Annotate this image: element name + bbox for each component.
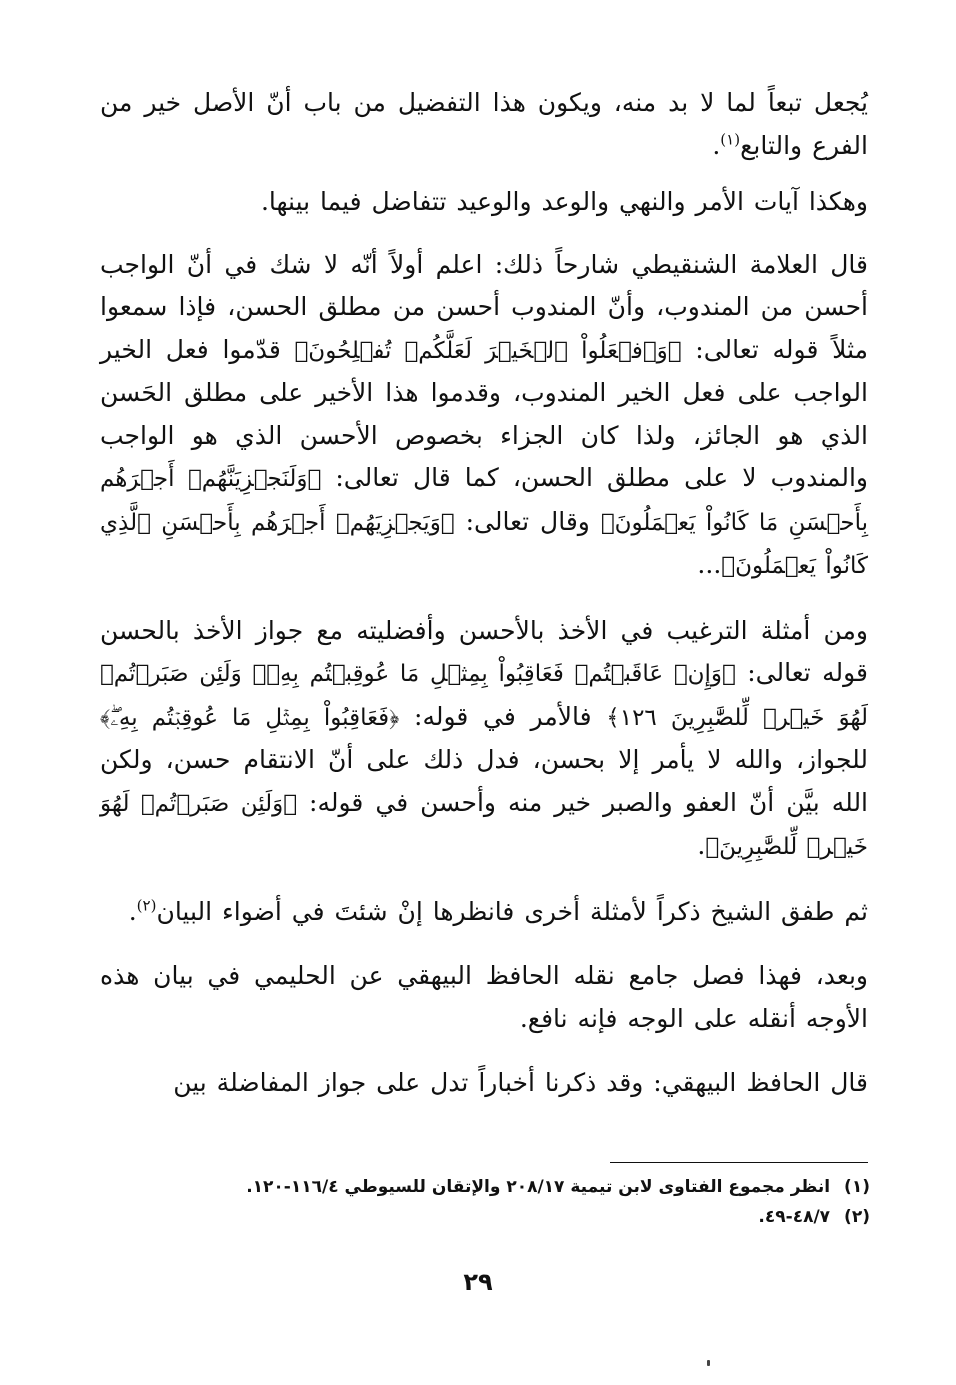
paragraph-4-text-b: فالأمر في قوله: [399,701,607,731]
paragraph-4-text-a: ومن أمثلة الترغيب في الأخذ بالأحسن وأفضليته مع جواز الأخذ بالحسن قوله تعالى: [100,615,868,687]
footnote-1-text: انظر مجموع الفتاوى لابن تيمية ٢٠٨/١٧ والإتقان للسيوطي ١١٦/٤-١٢٠. [246,1177,831,1197]
paragraph-1-end: . [712,130,721,160]
paragraph-1-text: يُجعل تبعاً لما لا بد منه، ويكون هذا التفضيل من باب أنّ الأصل خير من الفرع والتابع [100,88,868,160]
paragraph-5-text: ثم طفق الشيخ ذكراً لأمثلة أخرى فانظرها إنْ شئتَ في أضواء البيان [156,896,868,926]
quran-verse-2: ﴿وَلَنَجۡزِيَنَّهُمۡ أَجۡرَهُم بِأَحۡسَنِ مَا كَانُواْ يَعۡمَلُونَ﴾ [100,466,868,536]
paragraph-7: قال الحافظ البيهقي: وقد ذكرنا أخباراً تدل على جواز المفاضلة بين [173,1068,868,1097]
paragraph-1 [100,82,868,167]
quran-verse-6: ﴿وَلَئِن صَبَرۡتُمۡ لَهُوَ خَيۡرٞ لِّلصَّٰبِرِينَ﴾ [100,790,868,860]
footnote-ref-1[interactable]: (١) [720,130,741,149]
paragraph-4 [100,610,868,869]
footnote-separator [610,1162,868,1163]
footnote-1-number: (١) [844,1177,870,1197]
quran-verse-3: ﴿وَيَجۡزِيَهُمۡ أَجۡرَهُم بِأَحۡسَنِ ٱلَّذِي كَانُواْ يَعۡمَلُونَ﴾ [100,509,868,579]
footnotes [100,1172,870,1232]
paragraph-5 [100,891,868,934]
footnote-2-text: ٤٨/٧-٤٩. [758,1207,831,1227]
paragraph-3-text-c: وقال تعالى: [454,506,601,536]
scan-speck [707,1360,710,1366]
page-number: ٢٩ [463,1268,493,1296]
quran-verse-4: ﴿وَإِنۡ عَاقَبۡتُمۡ فَعَاقِبُواْ بِمِثۡلِ مَا عُوقِبۡتُم بِهِۦۖ وَلَئِن صَبَرۡتُمۡ لَهُوَ خَيۡرٞ لِّلصَّٰبِرِينَ ١٢٦﴾ [100,661,868,731]
paragraph-5-end: . [128,896,137,926]
paragraph-6: وبعد، فهذا فصل جامع نقله الحافظ البيهقي عن الحليمي في بيان هذه الأوجه أنقله على الوجه فإنه نافع. [100,961,868,1033]
quran-verse-5: ﴿فَعَاقِبُواْ بِمِثۡلِ مَا عُوقِبۡتُم بِهِۦۖ﴾ [100,704,400,731]
paragraph-3 [100,244,868,588]
footnote-2 [100,1202,870,1232]
paragraph-3-text-b: قدّموا فعل الخير الواجب على فعل الخير المندوب، وقدموا هذا الأخير على مطلق الحَسن الذي هو الجائز، ولذا كان الجزاء بخصوص الأحسن الذي هو الواجب والمندوب لا على مطلق الحسن، كما قال تعالى: [100,334,868,492]
footnote-ref-2[interactable]: (٢) [136,896,157,915]
footnote-2-number: (٢) [844,1207,870,1227]
paragraph-4-end: . [697,831,706,860]
paragraph-3-text-a: قال العلامة الشنقيطي شارحاً ذلك: اعلم أولاً أنّه لا شك في أنّ الواجب أحسن من المندوب، وأنّ المندوب أحسن من مطلق الحسن، فإذا سمعوا مثلاً قوله تعالى: [100,249,868,364]
paragraph-3-end: ... [697,550,722,579]
footnote-1 [100,1172,870,1202]
paragraph-2: وهكذا آيات الأمر والنهي والوعد والوعيد تتفاضل فيما بينها. [260,187,868,216]
paragraph-4-text-c: للجواز، والله لا يأمر إلا بحسن، فدل ذلك على أنّ الانتقام حسن، ولكن الله بيَّن أنّ العفو والصبر خير منه وأحسن في قوله: [100,745,869,817]
quran-verse-1: ﴿وَٱفۡعَلُواْ ٱلۡخَيۡرَ لَعَلَّكُمۡ تُفۡلِحُونَ﴾ [294,337,682,364]
